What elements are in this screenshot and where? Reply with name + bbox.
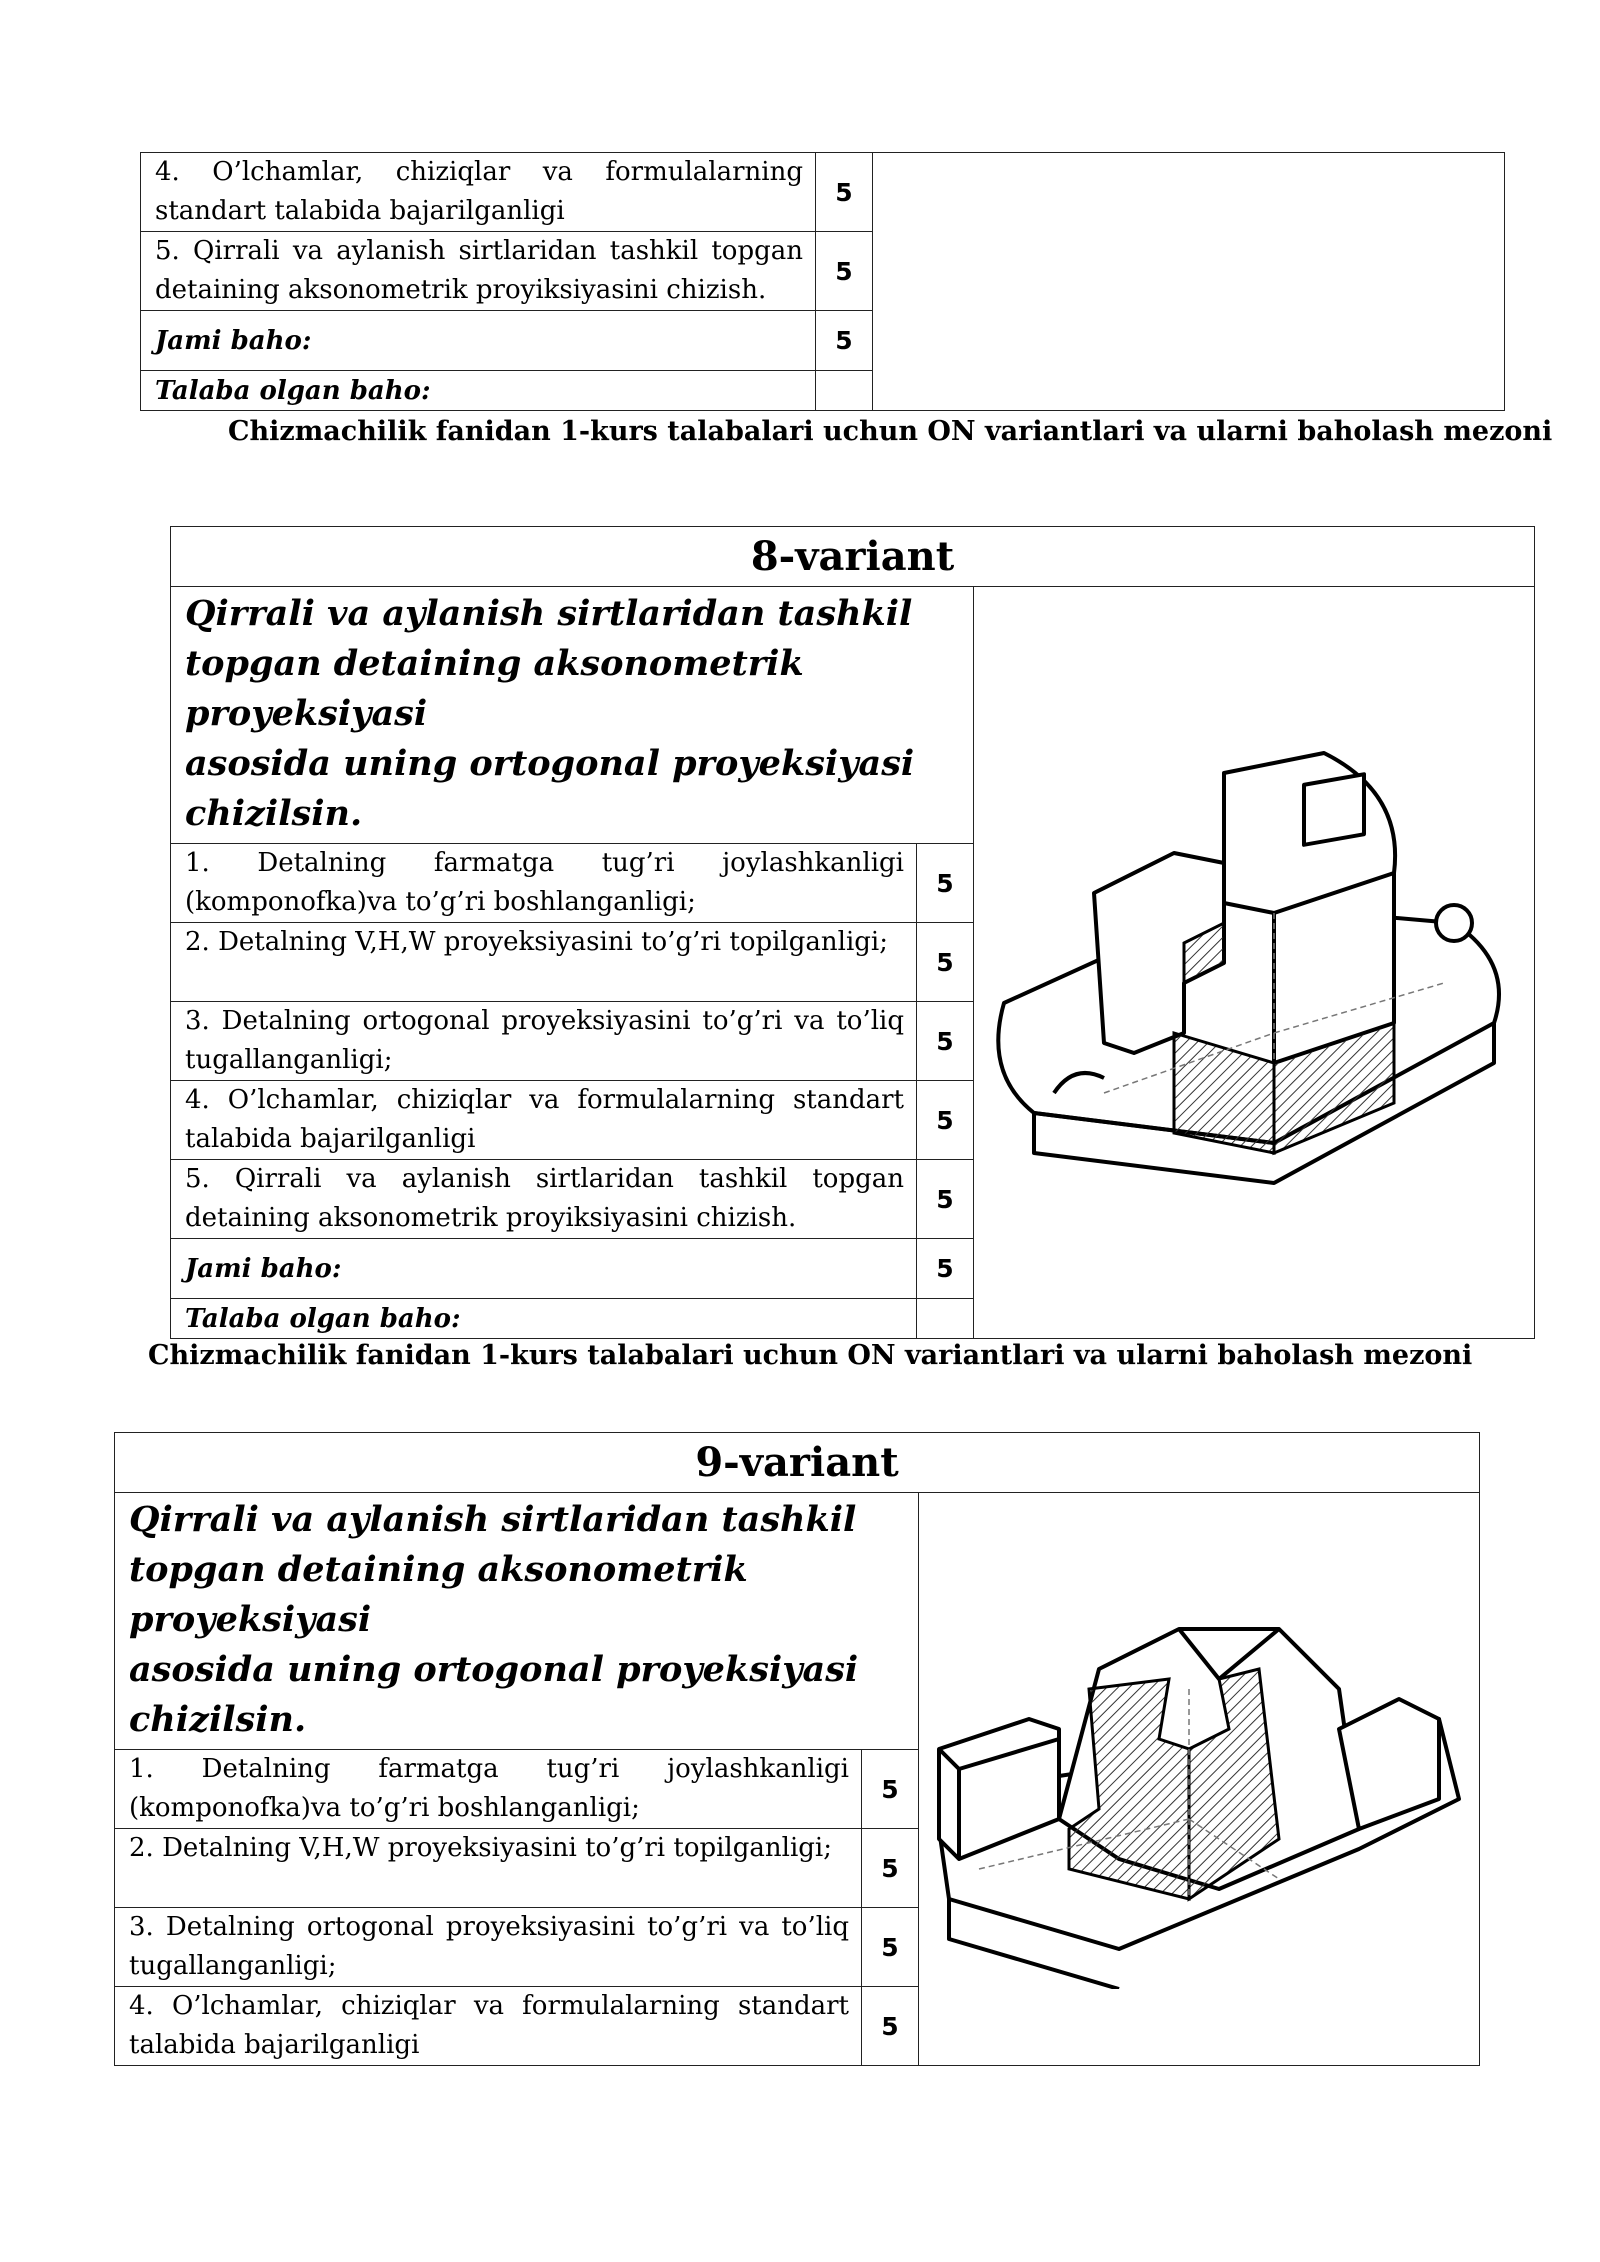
task-line-1: Qirrali va aylanish sirtlaridan tashkil topgan detaining aksonometrik proyeksiyasi: [129, 1499, 857, 1640]
criterion-4: 4. O’lchamlar, chiziqlar va formulalarning standart talabida bajarilganligi: [141, 153, 816, 232]
total-label: Jami baho:: [171, 1239, 917, 1299]
variant-8-task: [171, 587, 974, 844]
score-3: 5: [917, 1002, 974, 1081]
criterion-1: 1. Detalning farmatga tug’ri joylashkanligi (komponofka)va to’g’ri boshlanganligi;: [171, 844, 917, 923]
total-score: 5: [816, 311, 873, 371]
page-caption: Chizmachilik fanidan 1-kurs talabalari uchun ON variantlari va ularni baholash mezoni: [148, 1340, 1473, 1371]
student-grade-cell: [816, 371, 873, 411]
student-grade-label: Talaba olgan baho:: [171, 1299, 917, 1339]
score-3: 5: [862, 1908, 919, 1987]
student-grade-cell: [917, 1299, 974, 1339]
drawing-area: [873, 153, 1505, 411]
criterion-2: 2. Detalning V,H,W proyeksiyasini to’g’ri topilganligi;: [171, 923, 917, 1002]
variant-9-task: [115, 1493, 919, 1750]
isometric-part-drawing-9: [919, 1569, 1479, 1989]
variant-8-drawing-cell: [974, 587, 1535, 1339]
variant-9-drawing-cell: [919, 1493, 1480, 2066]
criterion-4: 4. O’lchamlar, chiziqlar va formulalarning standart talabida bajarilganligi: [115, 1987, 862, 2066]
score-2: 5: [917, 923, 974, 1002]
score-4: 5: [862, 1987, 919, 2066]
criterion-2: 2. Detalning V,H,W proyeksiyasini to’g’ri topilganligi;: [115, 1829, 862, 1908]
variant-8-table: [170, 526, 1535, 1339]
task-line-1: Qirrali va aylanish sirtlaridan tashkil topgan detaining aksonometrik proyeksiyasi: [185, 593, 913, 734]
total-score: 5: [917, 1239, 974, 1299]
criterion-5: 5. Qirrali va aylanish sirtlaridan tashkil topgan detaining aksonometrik proyiksiyasini chizish.: [141, 232, 816, 311]
variant-9-table: [114, 1432, 1480, 2066]
criterion-3: 3. Detalning ortogonal proyeksiyasini to’g’ri va to’liq tugallanganligi;: [115, 1908, 862, 1987]
score-5: 5: [816, 232, 873, 311]
task-line-2: asosida uning ortogonal proyeksiyasi chizilsin.: [129, 1649, 859, 1740]
isometric-part-drawing-8: [974, 733, 1534, 1193]
score-1: 5: [862, 1750, 919, 1829]
score-4: 5: [816, 153, 873, 232]
top-criteria-table: [140, 152, 1505, 411]
page-caption: Chizmachilik fanidan 1-kurs talabalari uchun ON variantlari va ularni baholash mezoni: [228, 416, 1553, 447]
total-label: Jami baho:: [141, 311, 816, 371]
score-4: 5: [917, 1081, 974, 1160]
task-line-2: asosida uning ortogonal proyeksiyasi chizilsin.: [185, 743, 915, 834]
student-grade-label: Talaba olgan baho:: [141, 371, 816, 411]
criterion-3: 3. Detalning ortogonal proyeksiyasini to’g’ri va to’liq tugallanganligi;: [171, 1002, 917, 1081]
criterion-4: 4. O’lchamlar, chiziqlar va formulalarning standart talabida bajarilganligi: [171, 1081, 917, 1160]
variant-9-title: 9-variant: [115, 1433, 1480, 1493]
score-2: 5: [862, 1829, 919, 1908]
score-5: 5: [917, 1160, 974, 1239]
variant-8-title: 8-variant: [171, 527, 1535, 587]
criterion-5: 5. Qirrali va aylanish sirtlaridan tashkil topgan detaining aksonometrik proyiksiyasini chizish.: [171, 1160, 917, 1239]
score-1: 5: [917, 844, 974, 923]
criterion-1: 1. Detalning farmatga tug’ri joylashkanligi (komponofka)va to’g’ri boshlanganligi;: [115, 1750, 862, 1829]
